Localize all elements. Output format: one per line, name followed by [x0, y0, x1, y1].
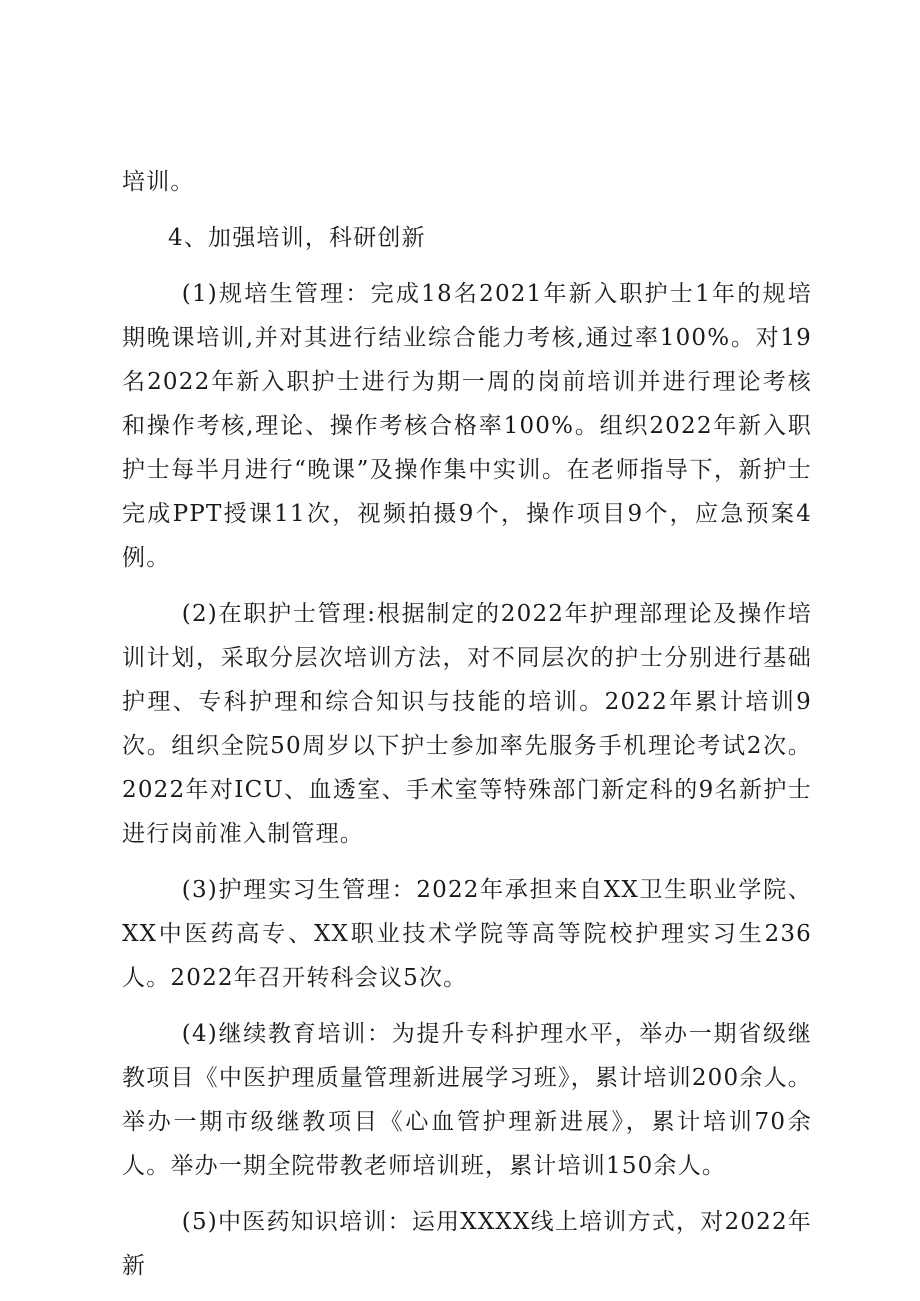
paragraph-continuing-education: (4)继续教育培训：为提升专科护理水平，举办一期省级继教项目《中医护理质量管理新进展学习班》，累计培训200余人。举办一期市级继教项目《心血管护理新进展》，累计培训70余人。举办一期全院带教老师培训班，累计培训150余人。 [122, 1021, 812, 1179]
paragraph-trainee-management: (1)规培生管理：完成18名2021年新入职护士1年的规培期晚课培训,并对其进行结业综合能力考核,通过率100%。对19名2022年新入职护士进行为期一周的岗前培训并进行理论考核和操作考核,理论、操作考核合格率100%。组织2022年新入职护士每半月进行“晚课”及操作集中实训。在老师指导下，新护士完成PPT授课11次，视频拍摄9个，操作项目9个，应急预案4例。 [122, 281, 812, 571]
paragraph-gap [122, 1000, 812, 1012]
document-body [122, 160, 812, 1288]
paragraph-gap [122, 856, 812, 868]
paragraph-gap [122, 204, 812, 216]
paragraph-gap [122, 260, 812, 272]
paragraph-gap [122, 580, 812, 592]
section-heading: 4、加强培训，科研创新 [168, 225, 426, 251]
paragraph-staff-nurse-management: (2)在职护士管理:根据制定的2022年护理部理论及操作培训计划，采取分层次培训方法，对不同层次的护士分别进行基础护理、专科护理和综合知识与技能的培训。2022年累计培训9次。组织全院50周岁以下护士参加率先服务手机理论考试2次。2022年对ICU、血透室、手术室等特殊部门新定科的9名新护士进行岗前准入制管理。 [122, 601, 812, 847]
paragraph-gap [122, 1188, 812, 1200]
paragraph-continuation: 培训。 [122, 169, 195, 195]
paragraph-tcm-training: (5)中医药知识培训：运用XXXX线上培训方式，对2022年新 [122, 1209, 812, 1279]
paragraph-intern-management: (3)护理实习生管理：2022年承担来自XX卫生职业学院、XX中医药高专、XX职业技术学院等高等院校护理实习生236人。2022年召开转科会议5次。 [122, 877, 812, 991]
